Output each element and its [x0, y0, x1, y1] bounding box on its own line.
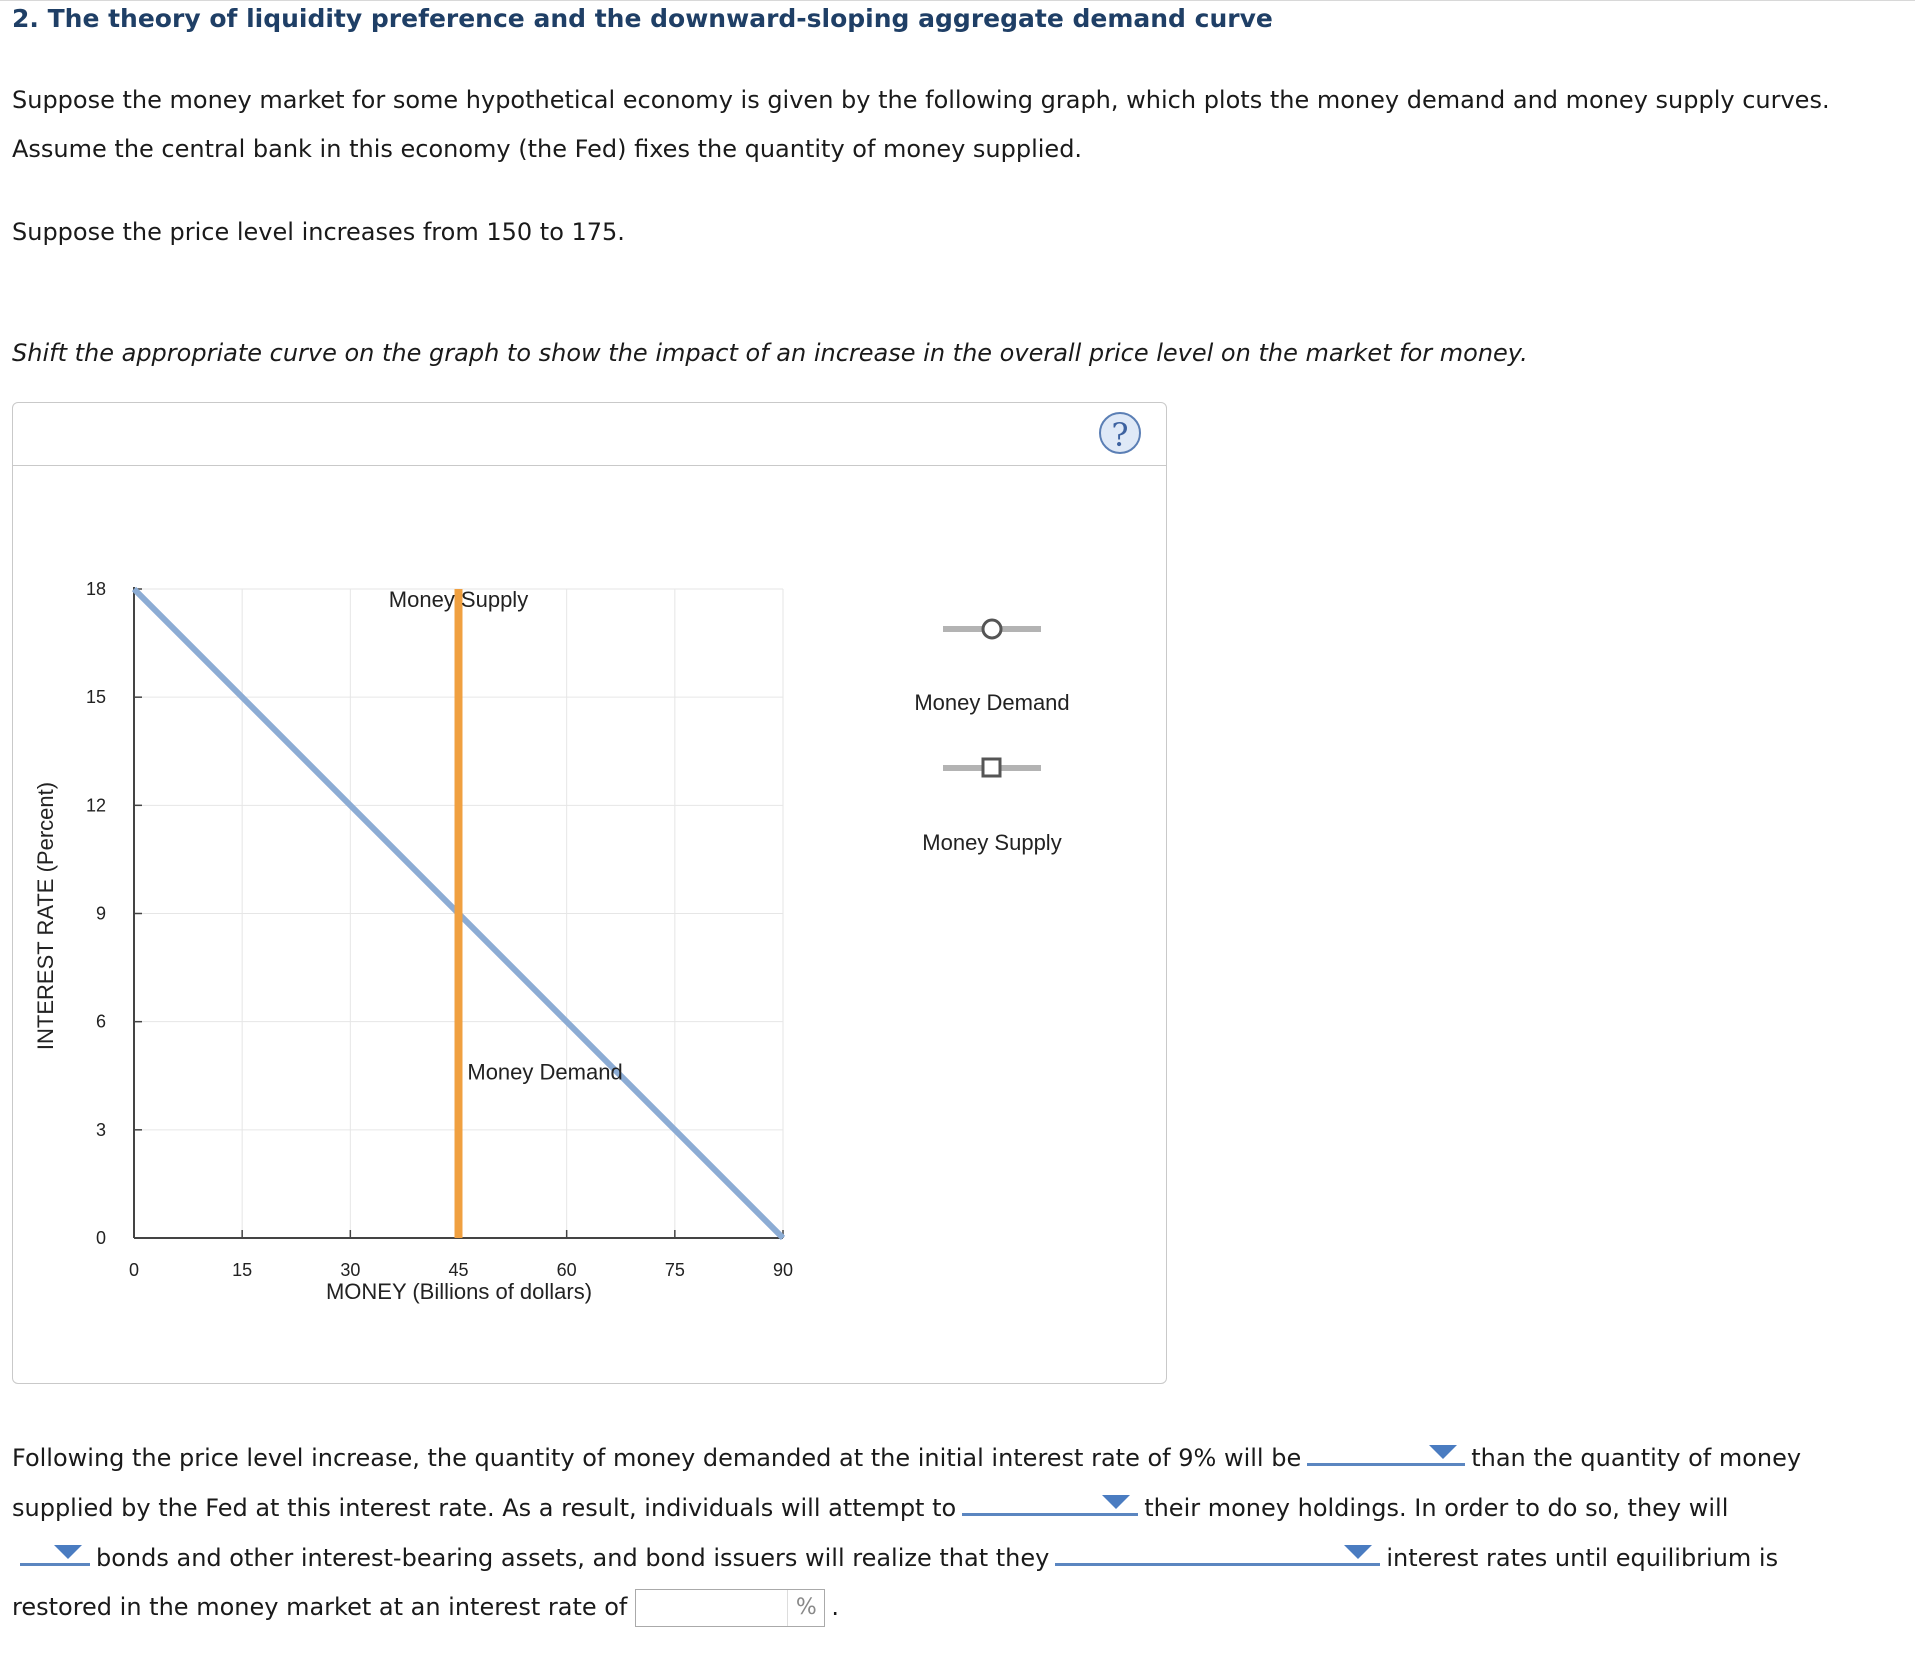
palette-money-supply-label: Money Supply: [922, 830, 1062, 855]
x-tick-label: 0: [128, 1260, 140, 1280]
money-supply-curve-label: Money Supply: [388, 587, 529, 613]
dropdown-bond-action[interactable]: [20, 1533, 90, 1566]
chevron-down-icon: [1102, 1495, 1130, 1509]
dropdown-issuer-action[interactable]: [1055, 1533, 1380, 1566]
money-demand-curve-label: Money Demand: [467, 1059, 623, 1085]
y-tick-label: 3: [95, 1119, 106, 1140]
dropdown-holdings-action[interactable]: [962, 1483, 1138, 1516]
chevron-down-icon: [54, 1545, 82, 1559]
percent-unit: %: [787, 1590, 824, 1626]
x-tick-label: 75: [664, 1260, 685, 1280]
chevron-down-icon: [1429, 1445, 1457, 1459]
x-tick-label: 45: [448, 1260, 469, 1280]
chart-curve-labels: [389, 587, 623, 1084]
y-tick-label: 0: [95, 1228, 106, 1248]
x-axis-title: MONEY (Billions of dollars): [325, 1279, 593, 1304]
y-axis-title: INTEREST RATE (Percent): [33, 781, 58, 1051]
dropdown-comparison[interactable]: [1307, 1433, 1465, 1466]
graph-panel: [12, 402, 1167, 1384]
square-handle-icon[interactable]: [983, 759, 1000, 776]
fill-text-4: their money holdings. In order to do so, they will: [1144, 1494, 1729, 1522]
end-punctuation: .: [831, 1593, 840, 1621]
interest-rate-field[interactable]: [635, 1589, 825, 1627]
money-market-chart: [13, 403, 1166, 1383]
palette-money-demand-label: Money Demand: [914, 690, 1070, 715]
fill-text-5: bonds and other interest-bearing assets, and bond issuers will realize that they: [96, 1544, 1050, 1572]
fill-in-paragraph: [12, 1433, 1892, 1632]
intro-line-2: Assume the central bank in this economy (the Fed) fixes the quantity of money supplied.: [12, 135, 1083, 163]
x-tick-label: 90: [772, 1260, 794, 1280]
x-tick-label: 15: [232, 1260, 253, 1280]
circle-handle-icon[interactable]: [983, 620, 1001, 638]
chevron-down-icon: [1344, 1545, 1372, 1559]
x-tick-label: 30: [340, 1260, 361, 1280]
fill-text-2: than the quantity of money: [1471, 1444, 1802, 1472]
fill-text-1: Following the price level increase, the quantity of money demanded at the initial interest rate of 9% will be: [12, 1444, 1302, 1472]
y-tick-label: 6: [95, 1011, 106, 1032]
y-tick-label: 9: [95, 903, 106, 924]
question-title: 2. The theory of liquidity preference and the downward-sloping aggregate demand curve: [12, 4, 1273, 33]
help-button[interactable]: ?: [1099, 412, 1141, 454]
fill-text-7: restored in the money market at an interest rate of: [12, 1593, 628, 1621]
y-tick-label: 18: [85, 579, 106, 599]
y-tick-label: 15: [85, 687, 106, 708]
top-divider: [0, 0, 1915, 1]
interest-rate-input[interactable]: [640, 1593, 784, 1623]
x-tick-label: 60: [556, 1260, 577, 1280]
price-change-text: Suppose the price level increases from 150 to 175.: [12, 218, 625, 246]
chart-axes: [86, 579, 793, 1280]
palette-money-demand[interactable]: [914, 620, 1069, 715]
palette-money-supply[interactable]: [922, 759, 1061, 855]
fill-text-6: interest rates until equilibrium is: [1386, 1544, 1779, 1572]
fill-text-3: supplied by the Fed at this interest rate. As a result, individuals will attempt to: [12, 1494, 957, 1522]
intro-line-1: Suppose the money market for some hypothetical economy is given by the following graph, which plots the money demand and money supply curves.: [12, 86, 1830, 114]
y-tick-label: 12: [85, 795, 106, 816]
instruction-text: Shift the appropriate curve on the graph to show the impact of an increase in the overall price level on the market for money.: [12, 339, 1528, 367]
